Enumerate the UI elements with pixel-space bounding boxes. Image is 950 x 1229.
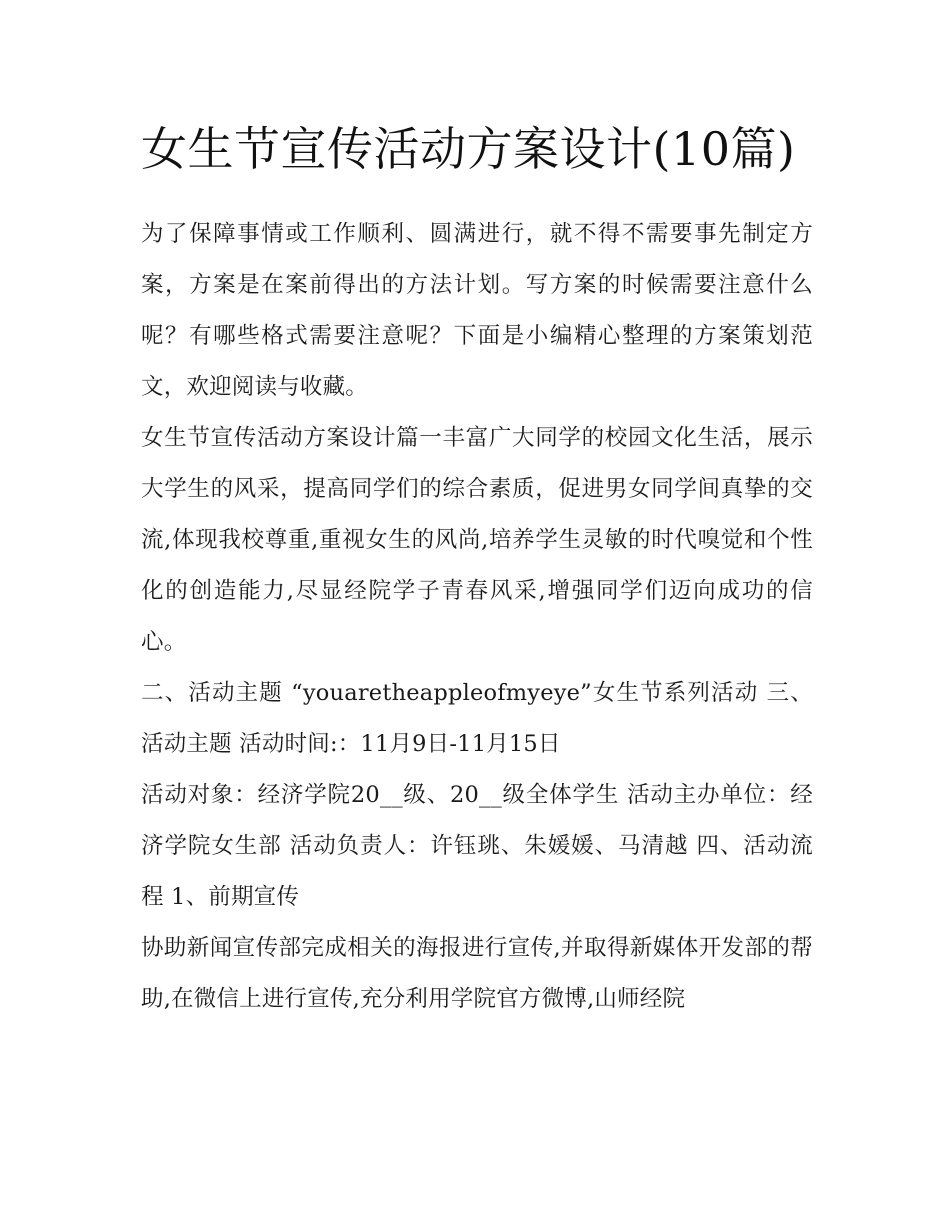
intro-paragraph: 为了保障事情或工作顺利、圆满进行，就不得不需要事先制定方案，方案是在案前得出的方法计划。写方案的时候需要注意什么呢？有哪些格式需要注意呢？下面是小编精心整理的方案策划范文，欢迎阅读与收藏。 xyxy=(141,221,813,400)
body-paragraph-1: 女生节宣传活动方案设计篇一丰富广大同学的校园文化生活，展示大学生的风采，提高同学们的综合素质，促进男女同学间真挚的交流,体现我校尊重,重视女生的风尚,培养学生灵敏的时代嗅觉和个性化的创造能力,尽显经院学子青春风采,增强同学们迈向成功的信心。 xyxy=(141,425,813,655)
body-paragraph-3: 活动对象：经济学院20__级、20__级全体学生 活动主办单位：经济学院女生部 活动负责人：许钰珧、朱媛媛、马清越 四、活动流程 1、前期宣传 xyxy=(141,782,813,910)
document-page xyxy=(141,112,813,1025)
document-title: 女生节宣传活动方案设计(10篇) xyxy=(141,122,796,176)
body-paragraph-4: 协助新闻宣传部完成相关的海报进行宣传,并取得新媒体开发部的帮助,在微信上进行宣传,充分利用学院官方微博,山师经院 xyxy=(141,935,813,1012)
body-paragraph-2: 二、活动主题 “youaretheappleofmyeye”女生节系列活动 三、活动主题 活动时间:：11月9日-11月15日 xyxy=(141,680,813,757)
